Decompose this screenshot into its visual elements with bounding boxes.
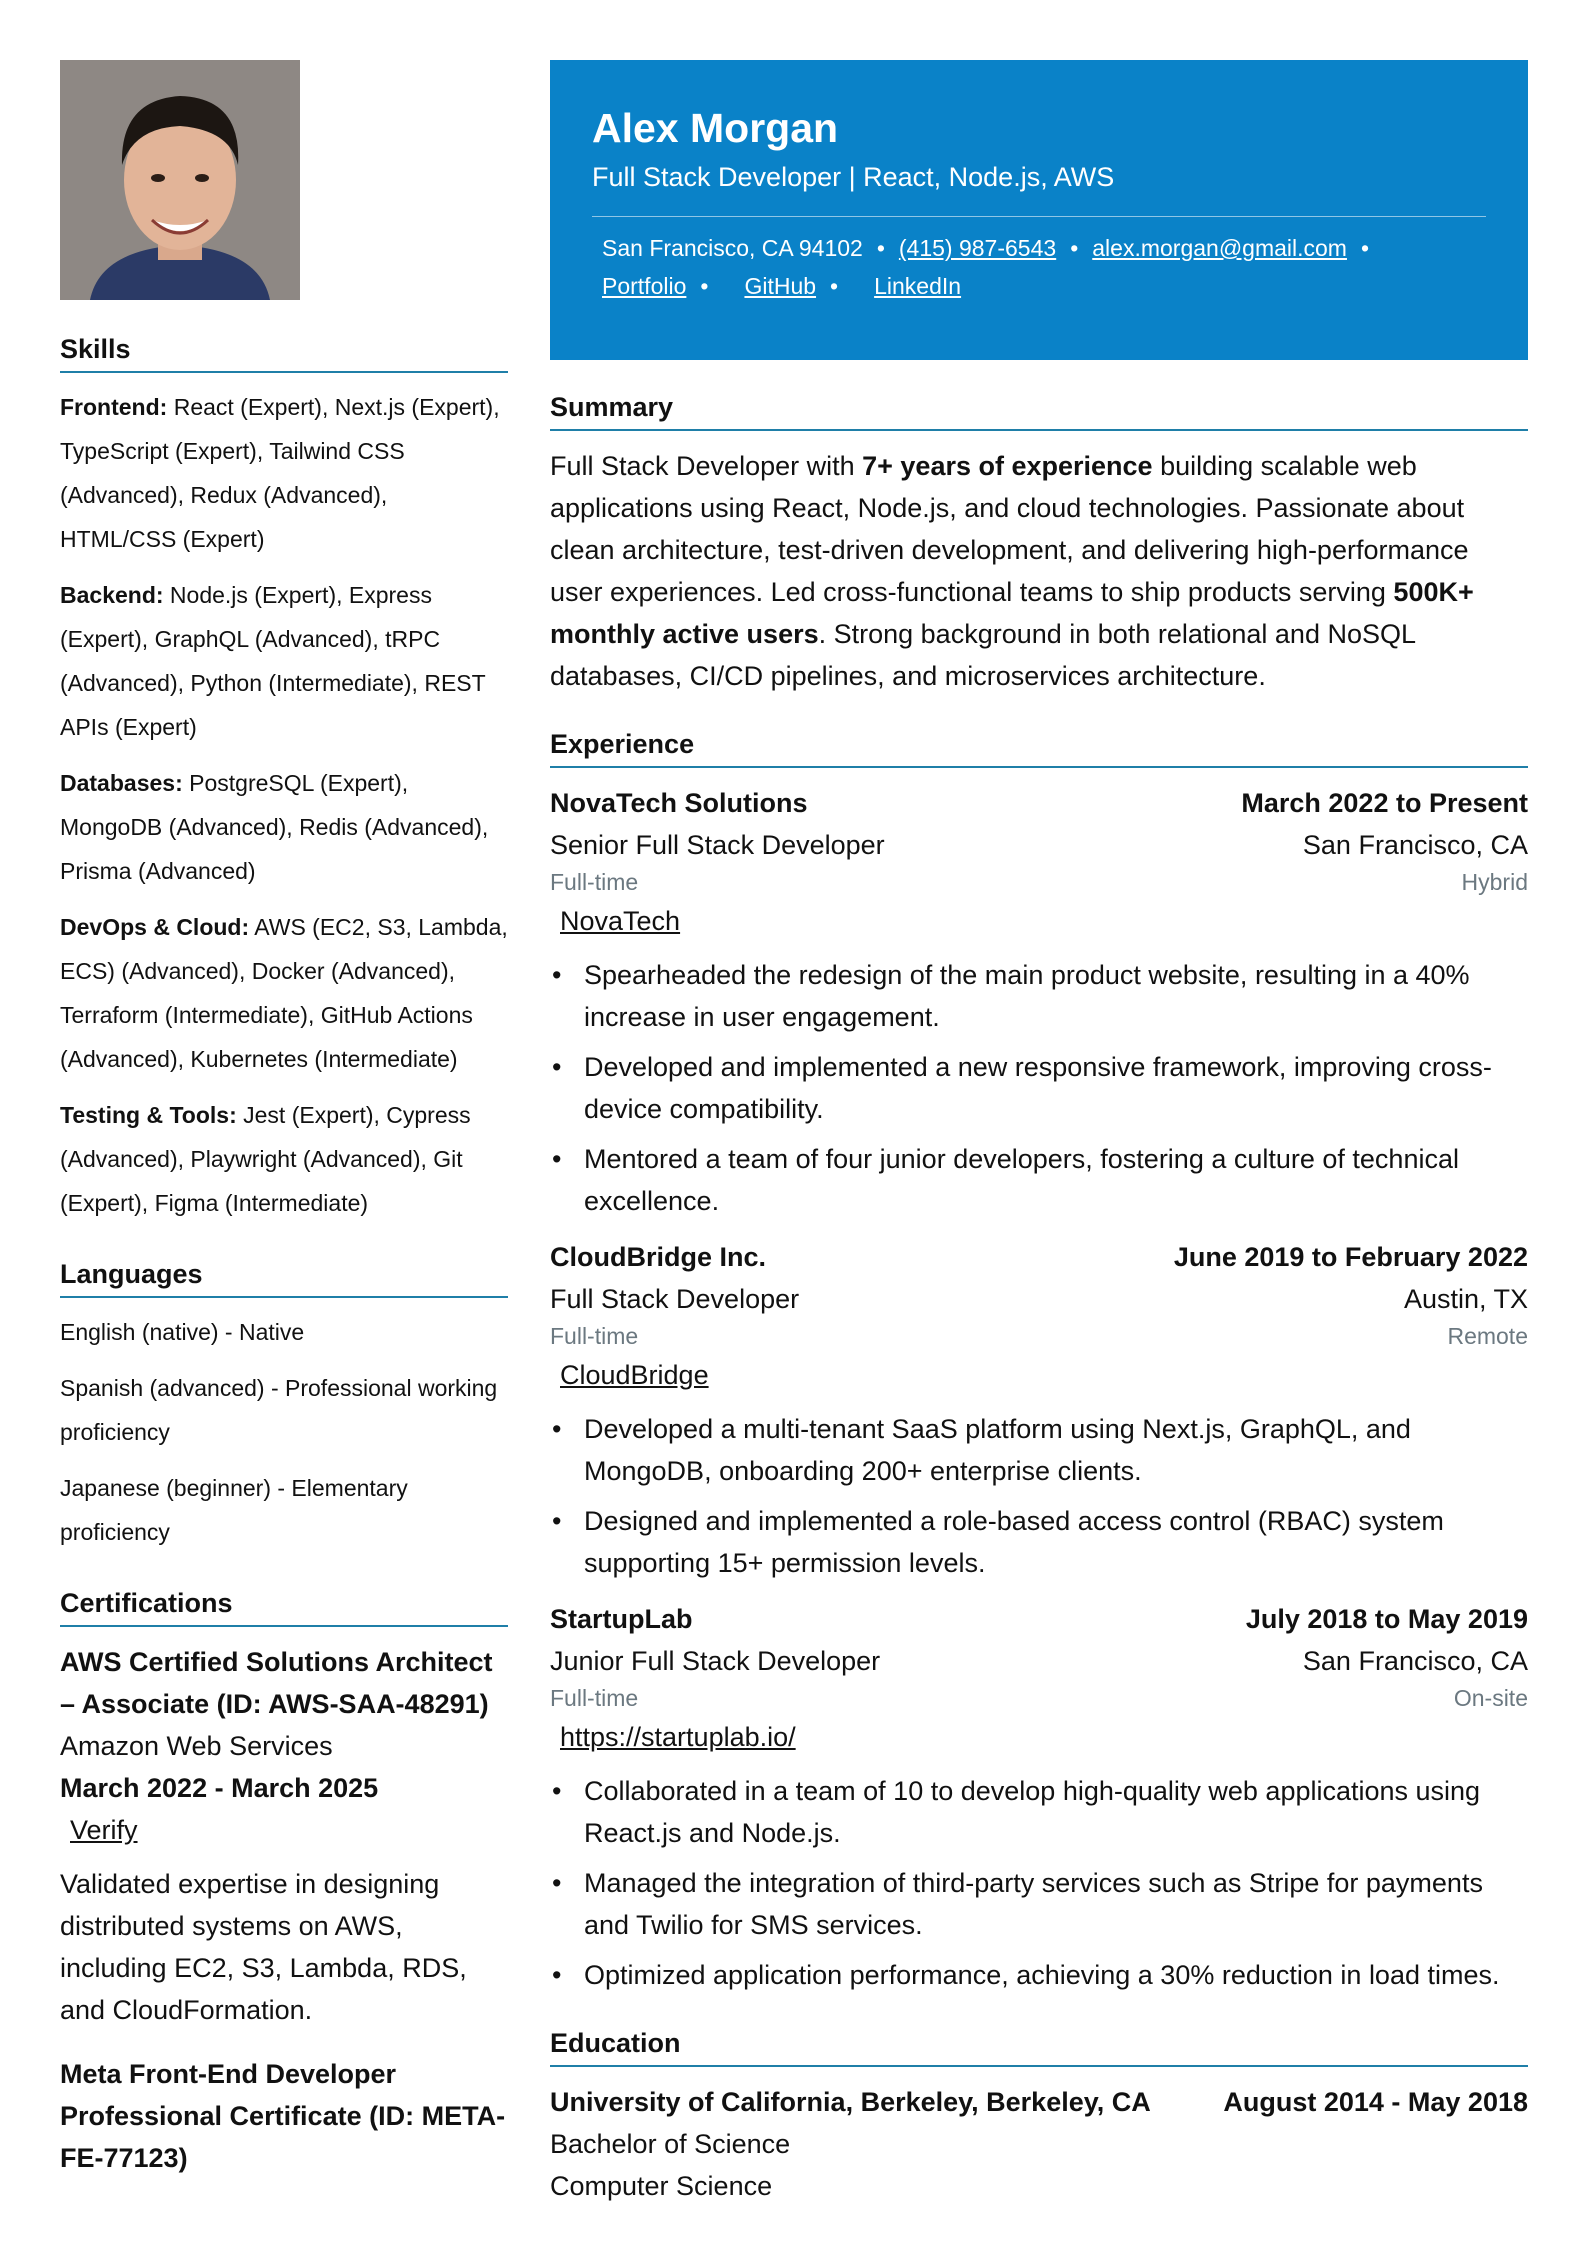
contact-location: San Francisco, CA 94102 bbox=[602, 235, 863, 261]
right-column bbox=[550, 60, 1528, 2207]
edu-field: Computer Science bbox=[550, 2171, 773, 2201]
job-role: Junior Full Stack Developer bbox=[550, 1646, 881, 1676]
separator-dot: • bbox=[830, 273, 839, 299]
skill-backend bbox=[60, 573, 508, 749]
summary-part: Full Stack Developer with bbox=[550, 451, 863, 481]
profile-photo bbox=[60, 60, 300, 300]
job-role: Senior Full Stack Developer bbox=[550, 830, 885, 860]
job-bullet: • Developed a multi-tenant SaaS platform using Next.js, GraphQL, and MongoDB, onboarding 200+ enterprise clients. bbox=[584, 1408, 1528, 1492]
skill-values: React (Expert), Next.js (Expert), TypeScript (Expert), Tailwind CSS (Advanced), Redux (Advanced), HTML/CSS (Expert) bbox=[60, 394, 500, 552]
profile-photo-image bbox=[60, 60, 300, 300]
skill-values: PostgreSQL (Expert), MongoDB (Advanced), Redis (Advanced), Prisma (Advanced) bbox=[60, 770, 489, 884]
skill-devops bbox=[60, 905, 508, 1081]
experience-heading: Experience bbox=[550, 729, 1528, 768]
profile-header bbox=[550, 60, 1528, 360]
job-type: Full-time bbox=[550, 869, 639, 895]
job-bullet: • Mentored a team of four junior developers, fostering a culture of technical excellence. bbox=[584, 1138, 1528, 1222]
skill-values: AWS (EC2, S3, Lambda, ECS) (Advanced), Docker (Advanced), Terraform (Intermediate), GitHub Actions (Advanced), Kubernetes (Intermediate) bbox=[60, 914, 508, 1072]
contact-info bbox=[592, 229, 1486, 305]
job-bullet: • Managed the integration of third-party services such as Stripe for payments and Twilio for SMS services. bbox=[584, 1862, 1528, 1946]
edu-dates: August 2014 - May 2018 bbox=[1223, 2087, 1528, 2117]
job-work-mode: Remote bbox=[1447, 1323, 1528, 1349]
job-bullet: • Developed and implemented a new responsive framework, improving cross-device compatibility. bbox=[584, 1046, 1528, 1130]
job-company-link[interactable]: NovaTech bbox=[560, 906, 681, 936]
left-column bbox=[60, 60, 508, 2179]
separator-dot: • bbox=[876, 235, 885, 261]
languages-heading: Languages bbox=[60, 1259, 508, 1298]
education-entry bbox=[550, 2081, 1528, 2207]
summary-highlight: 7+ years of experience bbox=[862, 451, 1153, 481]
skill-testing bbox=[60, 1093, 508, 1225]
job-location: San Francisco, CA bbox=[1302, 830, 1528, 860]
skill-values: Jest (Expert), Cypress (Advanced), Playwright (Advanced), Git (Expert), Figma (Intermediate) bbox=[60, 1102, 471, 1216]
certifications-heading: Certifications bbox=[60, 1588, 508, 1627]
cert-verify-link[interactable]: Verify bbox=[70, 1815, 138, 1845]
job-bullet: • Optimized application performance, achieving a 30% reduction in load times. bbox=[584, 1954, 1528, 1996]
job-bullets bbox=[550, 1770, 1528, 1996]
summary-part: building scalable web applications using React, Node.js, and cloud technologies. Passionate about clean architecture, test-driven development, and delivering high-performance user experiences. Led cross-functional teams to ship products serving bbox=[550, 451, 1469, 607]
contact-email-link[interactable]: alex.morgan@gmail.com bbox=[1092, 235, 1347, 261]
job-company: StartupLab bbox=[550, 1604, 693, 1634]
profile-name: Alex Morgan bbox=[592, 105, 839, 151]
job-bullets bbox=[550, 954, 1528, 1222]
separator-dot: • bbox=[1360, 235, 1370, 261]
job-entry bbox=[550, 782, 1528, 1222]
separator-dot: • bbox=[1070, 235, 1079, 261]
job-bullet: • Designed and implemented a role-based access control (RBAC) system supporting 15+ permission levels. bbox=[584, 1500, 1528, 1584]
portfolio-link[interactable]: Portfolio bbox=[602, 273, 687, 299]
job-company-link[interactable]: https://startuplab.io/ bbox=[560, 1722, 796, 1752]
job-dates: July 2018 to May 2019 bbox=[1245, 1604, 1528, 1634]
skill-databases bbox=[60, 761, 508, 893]
cert-issuer: Amazon Web Services bbox=[60, 1731, 333, 1761]
certifications-list bbox=[60, 1641, 508, 2179]
skills-list bbox=[60, 385, 508, 1225]
job-bullets bbox=[550, 1408, 1528, 1584]
skill-category-label: DevOps & Cloud: bbox=[60, 914, 250, 940]
language-item: Spanish (advanced) - Professional working proficiency bbox=[60, 1375, 498, 1445]
skill-category-label: Testing & Tools: bbox=[60, 1102, 237, 1128]
job-company-link[interactable]: CloudBridge bbox=[560, 1360, 709, 1390]
language-item: Japanese (beginner) - Elementary proficiency bbox=[60, 1475, 408, 1545]
github-link[interactable]: GitHub bbox=[744, 273, 817, 299]
job-location: San Francisco, CA bbox=[1302, 1646, 1528, 1676]
skill-category-label: Backend: bbox=[60, 582, 164, 608]
edu-degree: Bachelor of Science bbox=[550, 2129, 791, 2159]
skill-values: Node.js (Expert), Express (Expert), GraphQL (Advanced), tRPC (Advanced), Python (Intermediate), REST APIs (Expert) bbox=[60, 582, 486, 740]
job-bullet: • Collaborated in a team of 10 to develop high-quality web applications using React.js and Node.js. bbox=[584, 1770, 1528, 1854]
summary-text bbox=[550, 445, 1528, 697]
summary-heading: Summary bbox=[550, 392, 1528, 431]
language-item: English (native) - Native bbox=[60, 1319, 305, 1345]
job-company: CloudBridge Inc. bbox=[550, 1242, 766, 1272]
job-bullet: • Spearheaded the redesign of the main product website, resulting in a 40% increase in user engagement. bbox=[584, 954, 1528, 1038]
education-heading: Education bbox=[550, 2028, 1528, 2067]
job-type: Full-time bbox=[550, 1685, 639, 1711]
skills-heading: Skills bbox=[60, 334, 508, 373]
contact-phone-link[interactable]: (415) 987-6543 bbox=[898, 235, 1057, 261]
skill-category-label: Databases: bbox=[60, 770, 183, 796]
job-location: Austin, TX bbox=[1403, 1284, 1528, 1314]
job-entry bbox=[550, 1598, 1528, 1996]
summary-highlight: 500K+ monthly active users bbox=[550, 577, 1474, 649]
job-work-mode: On-site bbox=[1453, 1685, 1528, 1711]
job-entry bbox=[550, 1236, 1528, 1584]
skill-category-label: Frontend: bbox=[60, 394, 168, 420]
job-dates: March 2022 to Present bbox=[1241, 788, 1528, 818]
job-dates: June 2019 to February 2022 bbox=[1173, 1242, 1528, 1272]
skill-frontend bbox=[60, 385, 508, 561]
header-divider bbox=[592, 216, 1486, 217]
cert-title: AWS Certified Solutions Architect – Associate (ID: AWS-SAA-48291) bbox=[60, 1647, 493, 1719]
linkedin-link[interactable]: LinkedIn bbox=[874, 273, 962, 299]
profile-headline: Full Stack Developer | React, Node.js, AWS bbox=[592, 162, 1115, 192]
summary-part: . Strong background in both relational and NoSQL databases, CI/CD pipelines, and microservices architecture. bbox=[550, 619, 1415, 691]
job-work-mode: Hybrid bbox=[1461, 869, 1528, 895]
cert-description: Validated expertise in designing distributed systems on AWS, including EC2, S3, Lambda, RDS, and CloudFormation. bbox=[60, 1869, 467, 2025]
cert-date: March 2022 - March 2025 bbox=[60, 1773, 379, 1803]
edu-school: University of California, Berkeley, Berkeley, CA bbox=[550, 2087, 1151, 2117]
separator-dot: • bbox=[700, 273, 709, 299]
job-company: NovaTech Solutions bbox=[550, 788, 808, 818]
languages-list bbox=[60, 1310, 508, 1554]
cert-title: Meta Front-End Developer Professional Certificate (ID: META-FE-77123) bbox=[60, 2059, 506, 2173]
job-role: Full Stack Developer bbox=[550, 1284, 800, 1314]
job-type: Full-time bbox=[550, 1323, 639, 1349]
